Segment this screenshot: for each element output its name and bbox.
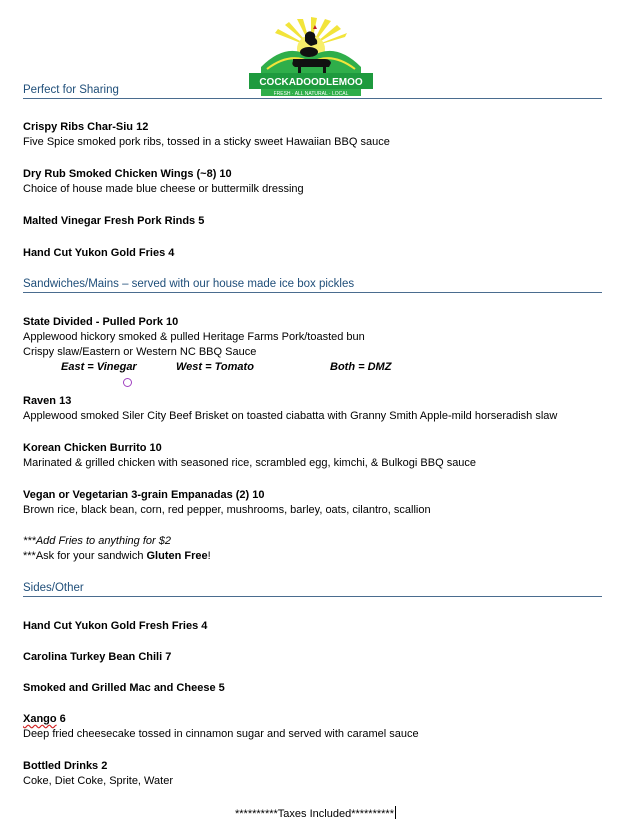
circle-marker-icon <box>123 378 132 387</box>
section-heading-mains: Sandwiches/Mains – served with our house made ice box pickles <box>23 278 602 293</box>
logo-tagline: FRESH · ALL NATURAL · LOCAL <box>273 91 349 97</box>
item-title: Hand Cut Yukon Gold Fresh Fries 4 <box>23 620 208 632</box>
item-title: Carolina Turkey Bean Chili 7 <box>23 651 172 663</box>
logo-name: COCKADOODLEMOO <box>259 77 363 88</box>
item-title: Raven 13 <box>23 395 72 407</box>
item-title: Smoked and Grilled Mac and Cheese 5 <box>23 682 225 694</box>
gluten-free-note <box>23 549 613 564</box>
item-description-2: Crispy slaw/Eastern or Western NC BBQ Sauce <box>23 346 257 358</box>
item-description: Coke, Diet Coke, Sprite, Water <box>23 775 173 787</box>
item-title: Dry Rub Smoked Chicken Wings (~8) 10 <box>23 168 232 180</box>
item-description: Applewood smoked Siler City Beef Brisket on toasted ciabatta with Granny Smith Apple-mild horseradish slaw <box>23 410 558 422</box>
footer-text: **********Taxes Included********** <box>235 808 394 820</box>
legend-west: West = Tomato <box>176 361 254 373</box>
menu-item <box>23 441 613 471</box>
footer-taxes-note <box>0 806 631 820</box>
sauce-legend <box>23 360 613 375</box>
item-title: Crispy Ribs Char-Siu 12 <box>23 121 149 133</box>
item-title <box>23 712 613 727</box>
section-heading-sharing: Perfect for Sharing <box>23 84 602 99</box>
fries-note: ***Add Fries to anything for $2 <box>23 535 171 547</box>
gf-suffix: ! <box>207 550 211 562</box>
item-title: Vegan or Vegetarian 3-grain Empanadas (2) 10 <box>23 489 265 501</box>
menu-item <box>23 167 613 197</box>
item-description: Applewood hickory smoked & pulled Heritage Farms Pork/toasted bun <box>23 331 365 343</box>
legend-both: Both = DMZ <box>330 361 392 373</box>
menu-item <box>23 246 613 261</box>
item-description: Choice of house made blue cheese or buttermilk dressing <box>23 183 304 195</box>
gf-bold: Gluten Free <box>146 550 208 562</box>
item-description: Marinated & grilled chicken with seasoned rice, scrambled egg, kimchi, & Bulkogi BBQ sauce <box>23 457 477 469</box>
text-cursor <box>395 806 396 819</box>
item-title: Hand Cut Yukon Gold Fries 4 <box>23 247 175 259</box>
menu-item <box>23 315 613 375</box>
item-title: Korean Chicken Burrito 10 <box>23 442 162 454</box>
menu-item <box>23 650 613 665</box>
menu-item <box>23 394 613 424</box>
menu-item <box>23 214 613 229</box>
item-title-word: Xango <box>23 713 57 725</box>
menu-item <box>23 759 613 789</box>
menu-notes <box>23 534 613 564</box>
item-title: State Divided - Pulled Pork 10 <box>23 316 179 328</box>
item-title-price: 6 <box>56 713 66 725</box>
gf-prefix: ***Ask for your sandwich <box>23 550 147 562</box>
legend-east: East = Vinegar <box>61 361 137 373</box>
menu-item <box>23 681 613 696</box>
item-description: Five Spice smoked pork ribs, tossed in a sticky sweet Hawaiian BBQ sauce <box>23 136 390 148</box>
item-description: Deep fried cheesecake tossed in cinnamon sugar and served with caramel sauce <box>23 728 419 740</box>
menu-item <box>23 712 613 742</box>
item-description: Brown rice, black bean, corn, red pepper, mushrooms, barley, oats, cilantro, scallion <box>23 504 431 516</box>
menu-item <box>23 120 613 150</box>
menu-item <box>23 619 613 634</box>
menu-item <box>23 488 613 518</box>
section-heading-sides: Sides/Other <box>23 582 602 597</box>
item-title: Bottled Drinks 2 <box>23 760 108 772</box>
item-title: Malted Vinegar Fresh Pork Rinds 5 <box>23 215 205 227</box>
